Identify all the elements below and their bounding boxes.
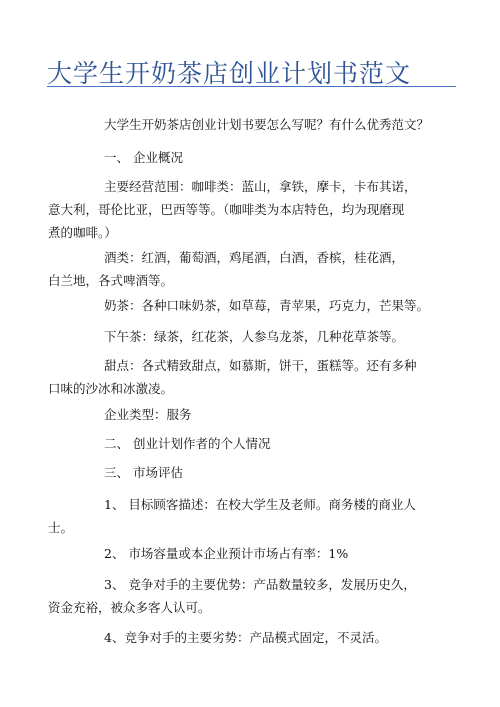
paragraph-line: 1、 目标顾客描述：在校大学生及老师。商务楼的商业人	[104, 497, 416, 512]
paragraph-line: 白兰地，各式啤酒等。	[48, 273, 174, 288]
paragraph-line: 主要经营范围：咖啡类：蓝山，拿铁，摩卡，卡布其诺，	[104, 179, 417, 194]
section-heading-market	[48, 461, 448, 484]
paragraph-milk-tea	[48, 294, 448, 317]
paragraph-line: 大学生开奶茶店创业计划书要怎么写呢？有什么优秀范文？	[104, 117, 430, 132]
paragraph-competitor-strengths	[48, 573, 448, 619]
paragraph-line: 煮的咖啡。）	[48, 225, 117, 240]
paragraph-liquor	[48, 246, 448, 292]
paragraph-target-customers	[48, 493, 448, 539]
paragraph-line: 企业类型：服务	[104, 407, 192, 422]
paragraph-afternoon-tea	[48, 325, 448, 348]
paragraph-line: 二、 创业计划作者的个人情况	[104, 436, 271, 451]
paragraph-intro	[48, 113, 448, 136]
section-heading-company-overview	[48, 146, 448, 169]
paragraph-company-type	[48, 403, 448, 426]
paragraph-line: 资金充裕，被众多客人认可。	[48, 600, 211, 615]
paragraph-line: 3、 竞争对手的主要优势：产品数量较多，发展历史久，	[104, 577, 416, 592]
paragraph-line: 三、 市场评估	[104, 465, 183, 480]
paragraph-line: 口味的沙冰和冰激凌。	[48, 381, 174, 396]
paragraph-line: 意大利，哥伦比亚，巴西等等。（咖啡类为本店特色，均为现磨现	[48, 202, 405, 217]
paragraph-competitor-weaknesses	[48, 626, 448, 649]
paragraph-line: 士。	[48, 520, 74, 535]
paragraph-line: 酒类：红酒，葡萄酒，鸡尾酒，白酒，香槟，桂花酒，	[104, 250, 405, 265]
paragraph-line: 奶茶：各种口味奶茶，如草莓，青苹果，巧克力，芒果等。	[104, 298, 430, 313]
title-underline	[47, 86, 456, 87]
paragraph-market-share	[48, 542, 448, 565]
section-heading-author	[48, 432, 448, 455]
paragraph-line: 2、 市场容量或本企业预计市场占有率：1%	[104, 546, 349, 561]
paragraph-desserts	[48, 354, 448, 400]
paragraph-line: 4、竞争对手的主要劣势：产品模式固定，不灵活。	[104, 630, 387, 645]
paragraph-line: 甜点：各式精致甜点，如慕斯，饼干，蛋糕等。还有多种	[104, 358, 417, 373]
paragraph-line: 一、 企业概况	[104, 150, 183, 165]
document-title: 大学生开奶茶店创业计划书范文	[47, 59, 412, 88]
paragraph-business-scope	[48, 175, 448, 244]
paragraph-line: 下午茶：绿茶，红花茶，人参乌龙茶，几种花草茶等。	[104, 329, 405, 344]
